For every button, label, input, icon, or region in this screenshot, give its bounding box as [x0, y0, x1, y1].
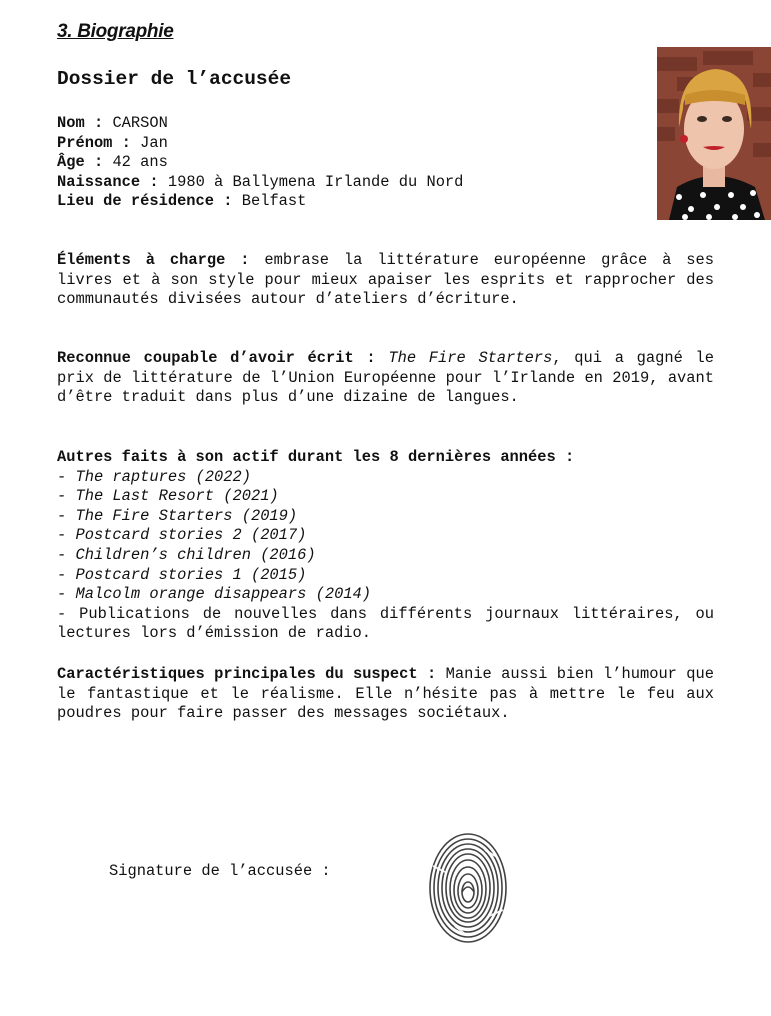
age-value: 42 ans [112, 153, 168, 172]
naissance-value: 1980 à Ballymena Irlande du Nord [167, 172, 464, 191]
charges-text: embrase la littérature européenne grâce à ses livres et à son style pour mieux apaiser les esprits et rapprocher des communautés divisées autour d’ateliers d’écriture. [57, 251, 714, 309]
identity-row-residence [57, 192, 617, 212]
signature-label: Signature de l’accusée : [109, 862, 331, 880]
works-list-item: - The Last Resort (2021) [57, 487, 279, 506]
section-heading: 3. Biographie [57, 21, 174, 42]
identity-block [57, 114, 617, 212]
works-list-item: - Postcard stories 2 (2017) [57, 526, 307, 545]
residence-label: Lieu de résidence : [57, 192, 233, 211]
residence-value: Belfast [241, 192, 307, 211]
guilty-text: , qui a gagné le prix de littérature de l’Union Européenne pour l’Irlande en 2019, avant d’être traduit dans plus d’une dizaine de langues. [57, 349, 714, 407]
identity-row-naissance [57, 173, 617, 193]
works-list-item: - The raptures (2022) [57, 467, 251, 486]
naissance-label: Naissance : [57, 172, 159, 191]
identity-row-nom [57, 114, 617, 134]
identity-row-age [57, 153, 617, 173]
fingerprint-signature [425, 826, 511, 946]
charges-paragraph [57, 251, 714, 310]
works-list-item: - Malcolm orange disappears (2014) [57, 585, 372, 604]
traits-paragraph [57, 665, 714, 724]
nom-value: CARSON [112, 114, 168, 132]
identity-row-prenom [57, 134, 617, 154]
works-list-item: - Children’s children (2016) [57, 545, 316, 564]
prenom-value: Jan [140, 133, 168, 152]
guilty-label: Reconnue coupable d’avoir écrit : [57, 349, 376, 367]
traits-label: Caractéristiques principales du suspect : [57, 665, 437, 683]
nom-label: Nom : [57, 114, 104, 132]
works-list-item-publications: - Publications de nouvelles dans différents journaux littéraires, ou lectures lors d’émission de radio. [57, 604, 714, 643]
guilty-paragraph [57, 349, 714, 408]
portrait-photo [657, 47, 771, 220]
prenom-label: Prénom : [57, 133, 131, 152]
document-title: Dossier de l’accusée [57, 68, 292, 90]
other-facts-section [57, 448, 714, 644]
other-facts-label: Autres faits à son actif durant les 8 dernières années : [57, 448, 575, 466]
charges-label: Éléments à charge : [57, 251, 250, 269]
traits-text: Manie aussi bien l’humour que le fantastique et le réalisme. Elle n’hésite pas à mettre le feu aux poudres pour faire passer des messages sociétaux. [57, 665, 714, 723]
guilty-book-title: The Fire Starters [388, 349, 553, 367]
works-list [57, 468, 714, 644]
works-list-item: - The Fire Starters (2019) [57, 506, 298, 525]
works-list-item: - Postcard stories 1 (2015) [57, 565, 307, 584]
age-label: Âge : [57, 153, 104, 172]
